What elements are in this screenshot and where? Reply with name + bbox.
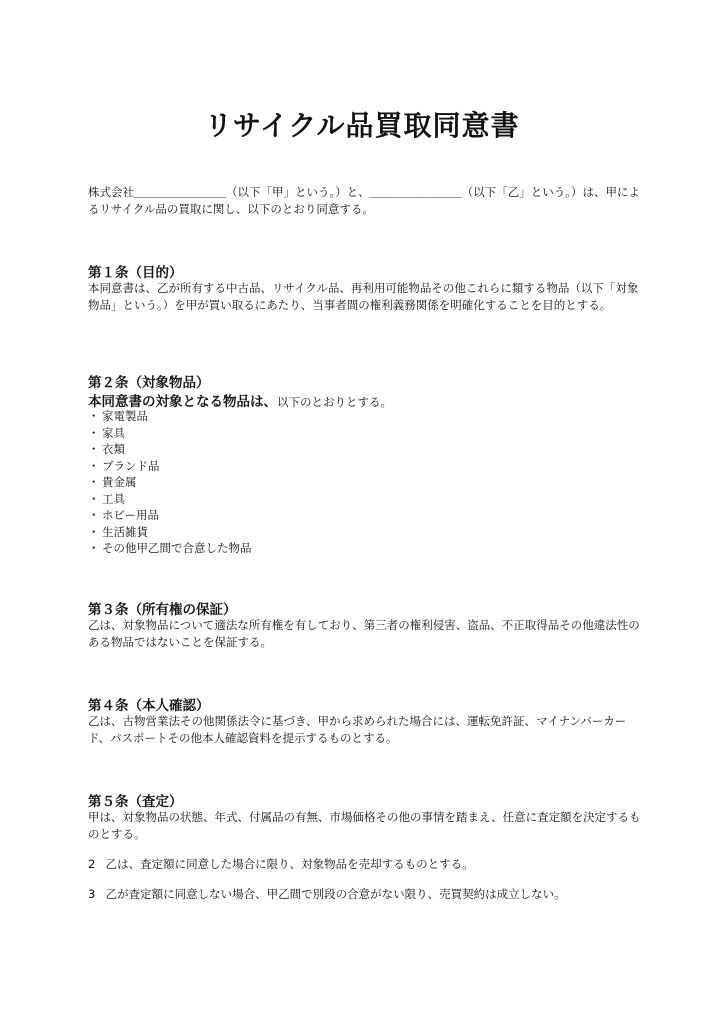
article-2-lead-bold: 本同意書の対象となる物品は、 [88, 394, 277, 410]
article-4-body: 乙は、古物営業法その他関係法令に基づき、甲から求められた場合には、運転免許証、マイナンバーカード、パスポートその他本人確認資料を提示するものとする。 [88, 714, 627, 745]
list-item: ・ 生活雑貨 [88, 524, 252, 541]
list-item: ・ 家具 [88, 425, 252, 442]
article-2-item-list [88, 408, 252, 557]
document-title: リサイクル品買取同意書 [204, 109, 520, 142]
list-item: ・ 貴金属 [88, 474, 252, 491]
clause-text: 乙が査定額に同意しない場合、甲乙間で別段の合意がない限り、売買契約は成立しない。 [105, 887, 566, 901]
article-1-heading: 第１条（目的） [88, 265, 183, 281]
clause-number: 2 [88, 857, 96, 871]
list-item: ・ ブランド品 [88, 458, 252, 475]
article-1-body: 本同意書は、乙が所有する中古品、リサイクル品、再利用可能物品その他これらに類する物品（以下「対象物品」という。）を甲が買い取るにあたり、当事者間の権利義務関係を明確化することを目的とする。 [88, 281, 639, 312]
list-item: ・ 工具 [88, 491, 252, 508]
list-item: ・ その他甲乙間で合意した物品 [88, 540, 252, 557]
article-5-body: 甲は、対象物品の状態、年式、付属品の有無、市場価格その他の事情を踏まえ、任意に査定額を決定するものとする。 [88, 810, 641, 841]
article-2-lead [88, 390, 392, 410]
article-5-clause-2 [88, 856, 648, 873]
list-item: ・ 家電製品 [88, 408, 252, 425]
article-5-clause-3 [88, 886, 648, 903]
article-2-lead-rest: 以下のとおりとする。 [277, 395, 392, 409]
list-item: ・ 衣類 [88, 441, 252, 458]
clause-text: 乙は、査定額に同意した場合に限り、対象物品を売却するものとする。 [105, 857, 474, 871]
article-2-heading: 第２条（対象物品） [88, 375, 210, 391]
clause-number: 3 [88, 887, 96, 901]
article-3-body: 乙は、対象物品について適法な所有権を有しており、第三者の権利侵害、盗品、不正取得品その他違法性のある物品ではないことを保証する。 [88, 618, 640, 649]
intro-paragraph: 株式会社＿＿＿＿＿＿＿＿（以下「甲」という。）と、＿＿＿＿＿＿＿＿（以下「乙」という。）は、甲によるリサイクル品の買取に関し、以下のとおり同意する。 [88, 185, 640, 216]
article-4-heading: 第４条（本人確認） [88, 698, 210, 714]
article-3-heading: 第３条（所有権の保証） [88, 602, 237, 618]
list-item: ・ ホビー用品 [88, 507, 252, 524]
article-5-heading: 第５条（査定） [88, 794, 183, 810]
